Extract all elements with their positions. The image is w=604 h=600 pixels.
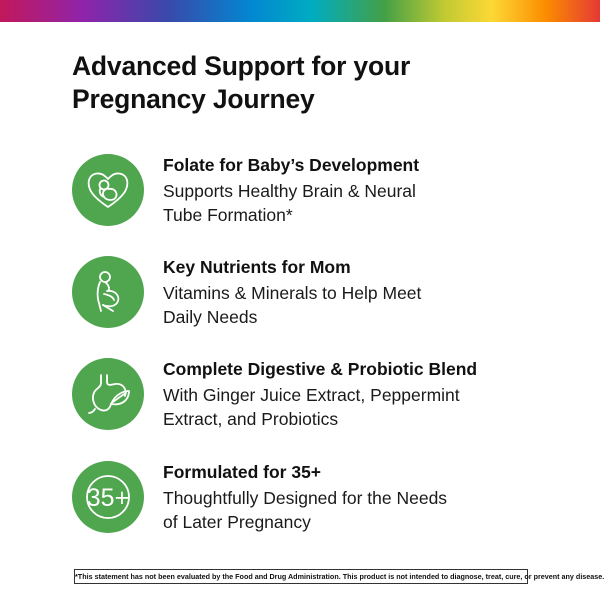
feature-heading: Folate for Baby’s Development [163,155,420,175]
stomach-leaf-icon [72,358,144,430]
feature-heading: Complete Digestive & Probiotic Blend [163,359,478,379]
feature-description-line-1: With Ginger Juice Extract, Peppermint [163,385,460,405]
feature-35-plus [72,455,532,535]
feature-heading: Formulated for 35+ [163,462,322,482]
feature-description [163,281,543,329]
feature-description-line-2: Extract, and Probiotics [163,409,339,429]
age-35-plus-label: 35+ [86,484,130,512]
feature-mom-nutrients [72,250,532,330]
rainbow-banner [0,0,600,22]
feature-description-line-1: Supports Healthy Brain & Neural [163,181,416,201]
feature-folate [72,148,532,228]
feature-folate-text [163,154,543,227]
page-title-line-1: Advanced Support for your [72,51,411,81]
feature-description-line-2: Tube Formation* [163,205,293,225]
pregnant-mom-icon [72,256,144,328]
feature-description [163,486,543,534]
page-title [72,50,552,116]
feature-description [163,179,543,227]
feature-description-line-1: Vitamins & Minerals to Help Meet [163,283,422,303]
heart-baby-icon [72,154,144,226]
feature-description-line-1: Thoughtfully Designed for the Needs [163,488,448,508]
feature-mom-nutrients-text [163,256,543,329]
page-title-line-2: Pregnancy Journey [72,84,315,114]
feature-description [163,383,543,431]
feature-heading: Key Nutrients for Mom [163,257,351,277]
feature-35-plus-text [163,461,543,534]
feature-description-line-2: of Later Pregnancy [163,512,311,532]
feature-digestive-blend [72,352,532,432]
feature-description-line-2: Daily Needs [163,307,258,327]
age-35-plus-icon [72,461,144,533]
feature-digestive-blend-text [163,358,543,431]
fda-disclaimer: *This statement has not been evaluated by the Food and Drug Administration. This product is not intended to diagnose, treat, cure, or prevent any disease. [74,569,528,584]
